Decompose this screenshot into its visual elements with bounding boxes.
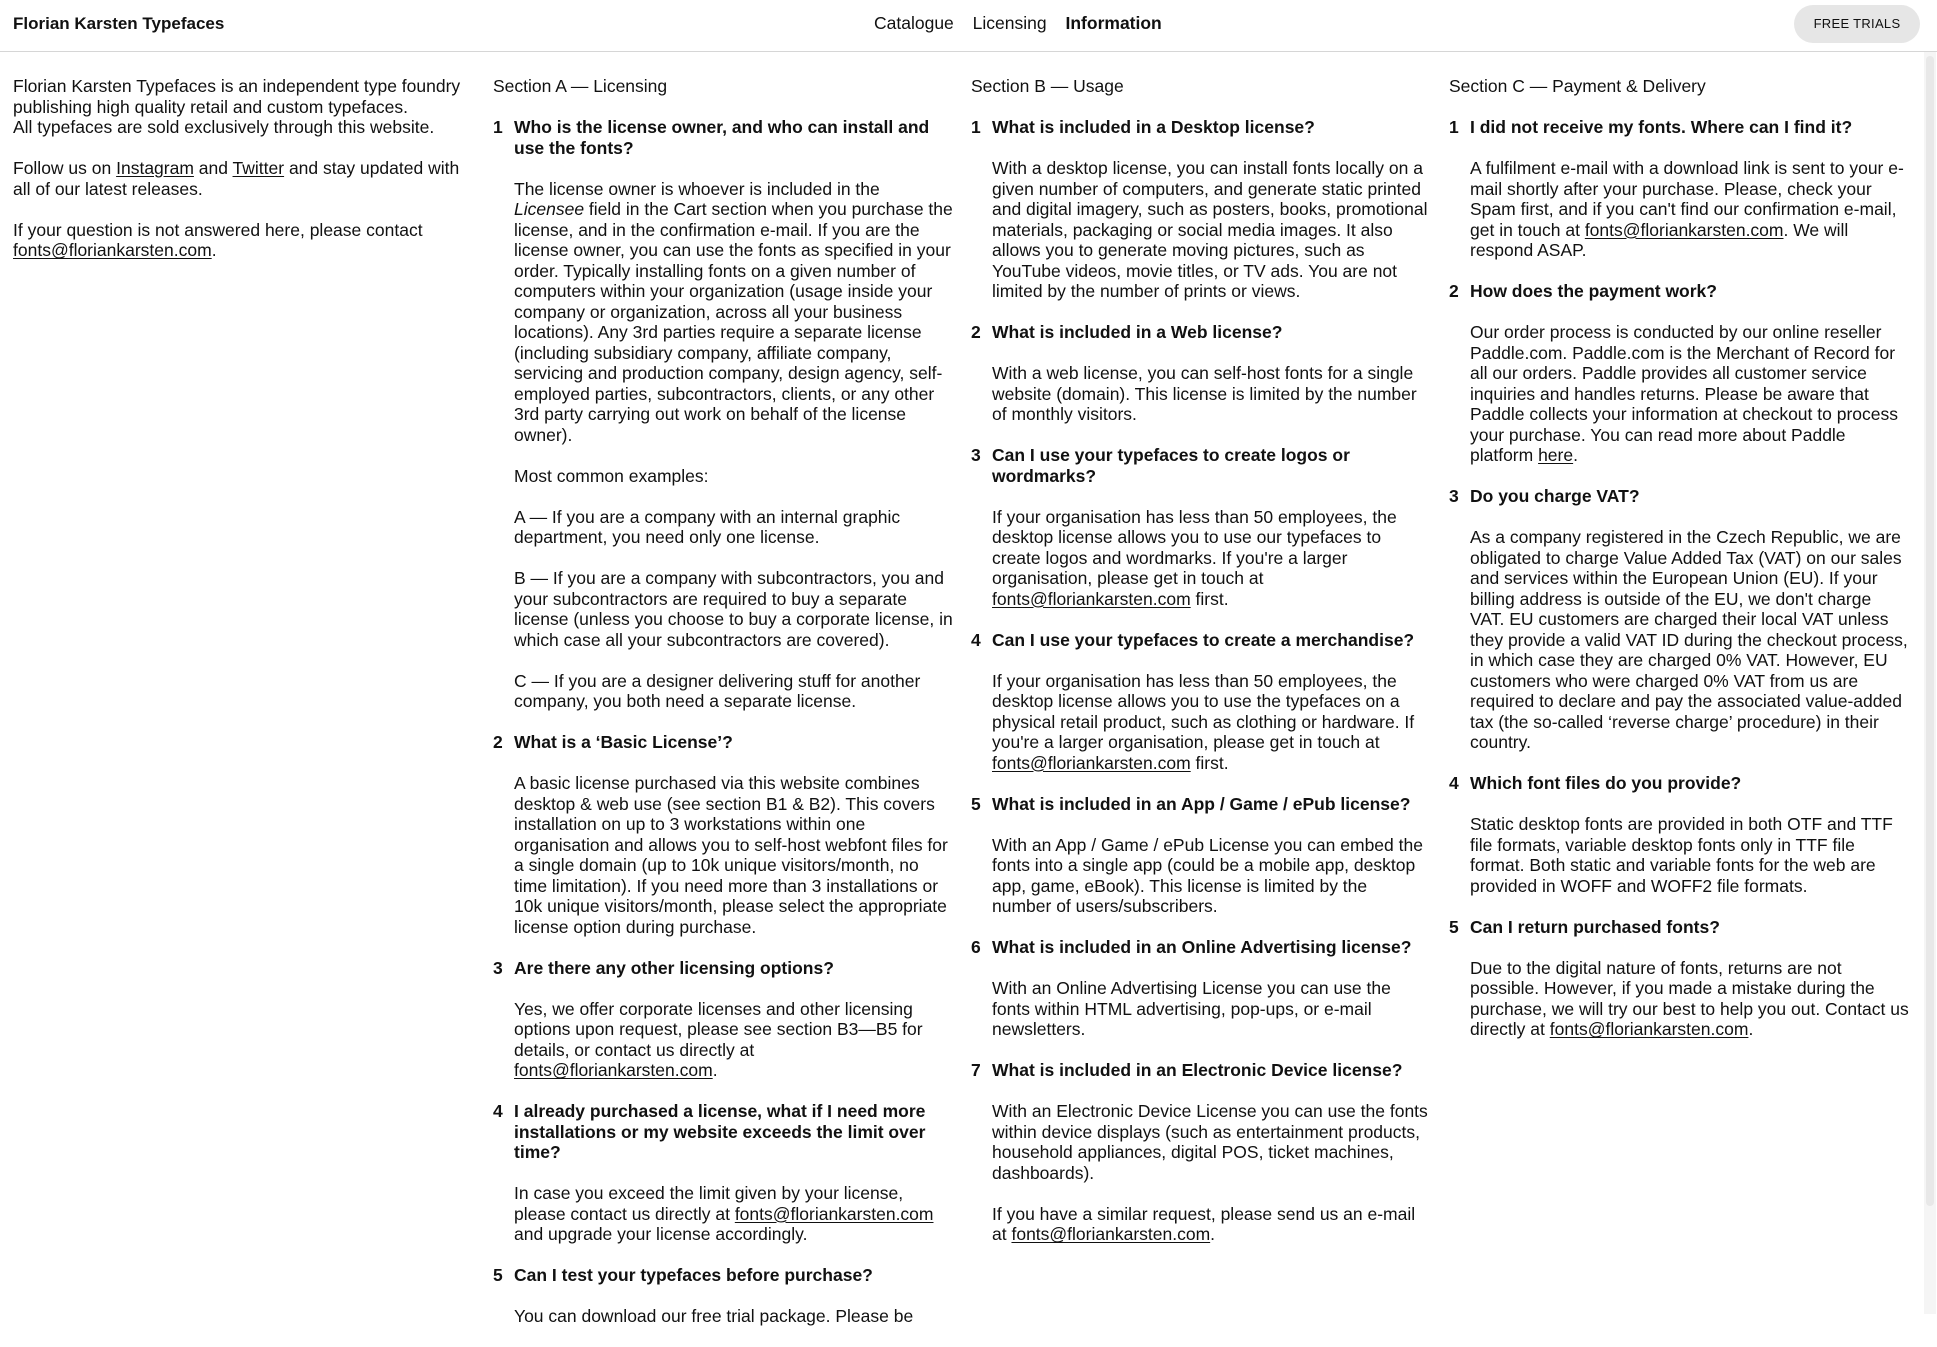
faq-answer-paragraph xyxy=(1470,814,1909,896)
answer-text: . xyxy=(1573,445,1578,465)
faq-question-text: Can I use your typefaces to create logos or wordmarks? xyxy=(992,445,1350,486)
faq-question xyxy=(493,117,953,158)
faq-question xyxy=(1449,917,1909,938)
email-link[interactable]: fonts@floriankarsten.com xyxy=(734,1203,934,1224)
faq-number: 3 xyxy=(1449,486,1459,506)
faq-number: 4 xyxy=(971,629,981,650)
answer-text: Static desktop fonts are provided in both OTF and TTF file formats, variable desktop fonts only in TTF file format. Both static and variable fonts for the web are provided in WOFF and WOFF2 file formats. xyxy=(1470,814,1893,896)
follow-paragraph xyxy=(13,158,468,199)
faq-number: 3 xyxy=(493,957,503,978)
intro-text-exclusive: All typefaces are sold exclusively through this website. xyxy=(13,117,435,137)
faq-answer xyxy=(1470,958,1909,1040)
faq-answer xyxy=(992,1101,1431,1245)
faq-answer-paragraph xyxy=(514,568,953,650)
faq-answer xyxy=(1470,814,1909,896)
faq-question xyxy=(971,445,1431,486)
answer-text: If your organisation has less than 50 employees, the desktop license allows you to use the typefaces on a physical retail product, such as clothing or hardware. If you're a larger organisation, please get in touch at xyxy=(992,670,1415,752)
faq-answer xyxy=(992,671,1431,774)
faq-answer-paragraph xyxy=(514,773,953,937)
email-link[interactable]: fonts@floriankarsten.com xyxy=(1549,1019,1749,1039)
faq-number: 2 xyxy=(493,732,503,752)
answer-text: Yes, we offer corporate licenses and other licensing options upon request, please see section B3—B5 for details, or contact us directly at xyxy=(514,998,923,1060)
follow-text: Follow us on xyxy=(13,158,117,178)
email-link[interactable]: fonts@floriankarsten.com xyxy=(992,588,1191,609)
faq-number: 2 xyxy=(971,322,981,342)
answer-text: If your organisation has less than 50 employees, the desktop license allows you to use our typefaces to create logos and wordmarks. If you're a larger organisation, please get in touch at xyxy=(992,506,1397,588)
email-link[interactable]: fonts@floriankarsten.com xyxy=(1011,1224,1211,1244)
follow-text-end: and stay updated with all of our latest releases. xyxy=(13,158,460,199)
nav-licensing[interactable]: Licensing xyxy=(972,13,1047,33)
free-trials-button[interactable]: FREE TRIALS xyxy=(1794,5,1920,43)
contact-paragraph xyxy=(13,220,468,261)
faq-list xyxy=(1449,117,1909,1040)
faq-answer xyxy=(1470,158,1909,261)
faq-question-text: I did not receive my fonts. Where can I find it? xyxy=(1470,117,1853,137)
answer-text: . xyxy=(1210,1224,1216,1244)
answer-text: With an App / Game / ePub License you can embed the fonts into a single app (could be a mobile app, desktop app, game, eBook). This license is limited by the number of users/subscribers. xyxy=(992,834,1423,916)
faq-question-text: What is included in a Desktop license? xyxy=(992,117,1315,137)
instagram-link[interactable]: Instagram xyxy=(116,158,194,178)
faq-answer xyxy=(992,978,1431,1040)
faq-list xyxy=(971,117,1431,1245)
faq-number: 5 xyxy=(493,1265,503,1285)
faq-answer xyxy=(1470,527,1909,753)
main-nav xyxy=(874,13,1176,34)
faq-answer-paragraph xyxy=(992,363,1431,425)
faq-answer xyxy=(514,179,953,712)
faq-answer xyxy=(514,1306,953,1327)
answer-text: . We will respond ASAP. xyxy=(1470,219,1849,260)
page-scrollbar[interactable] xyxy=(1924,52,1936,1314)
answer-text: C — If you are a designer delivering stuff for another company, you both need a separate license. xyxy=(514,670,921,711)
faq-number: 6 xyxy=(971,937,981,957)
emphasis-text: Licensee xyxy=(514,199,585,219)
faq-question-text: How does the payment work? xyxy=(1470,281,1717,301)
section-title: Section B — Usage xyxy=(971,76,1124,96)
faq-number: 3 xyxy=(971,445,981,465)
answer-text: first. xyxy=(1190,588,1229,609)
contact-text: If your question is not answered here, please contact xyxy=(13,219,423,240)
answer-text: and upgrade your license accordingly. xyxy=(514,1224,808,1244)
answer-text: A fulfilment e-mail with a download link is sent to your e-mail shortly after your purchase. Please, check your Spam first, and if you can't find our confirmation e-mail, get in touch at xyxy=(1470,158,1904,240)
faq-answer-paragraph xyxy=(514,1183,953,1245)
answer-text: You can download our free trial package. Please be xyxy=(514,1306,914,1326)
faq-question-text: What is included in an App / Game / ePub license? xyxy=(992,793,1411,814)
site-header xyxy=(0,0,1937,52)
faq-question-text: Can I test your typefaces before purchase? xyxy=(514,1265,873,1285)
faq-number: 4 xyxy=(493,1101,503,1121)
faq-answer-paragraph xyxy=(992,671,1431,774)
scrollbar-thumb[interactable] xyxy=(1926,56,1934,1206)
section-c-column xyxy=(1449,76,1909,1060)
faq-answer-paragraph xyxy=(992,1101,1431,1183)
faq-question-text: Are there any other licensing options? xyxy=(514,957,834,978)
section-b-column xyxy=(971,76,1431,1265)
section-title: Section C — Payment & Delivery xyxy=(1449,76,1706,96)
faq-question xyxy=(971,794,1431,815)
faq-answer xyxy=(514,773,953,937)
faq-answer-paragraph xyxy=(992,1204,1431,1245)
contact-email-link[interactable]: fonts@floriankarsten.com xyxy=(13,240,212,260)
faq-question-text: Which font files do you provide? xyxy=(1470,773,1742,793)
faq-answer-paragraph xyxy=(514,466,953,487)
faq-answer-paragraph xyxy=(1470,322,1909,466)
answer-text: field in the Cart section when you purchase the license, and in the confirmation e-mail. If you are the license owner, you can use the fonts as specified in your order. Typically installing fonts on a given number of computers within your organization (usage inside your company or organization, across all your business locations). Any 3rd parties require a separate license (including subsidiary company, affiliate company, servicing and production company, design agency, self-employed parties, subcontractors, clients, or any other 3rd party carrying out work on behalf of the license owner). xyxy=(514,199,953,445)
intro-column xyxy=(13,76,468,281)
faq-number: 1 xyxy=(493,117,503,137)
follow-text-and: and xyxy=(193,158,233,178)
answer-text: Our order process is conducted by our online reseller Paddle.com. Paddle.com is the Merchant of Record for all our orders. Paddle provides all customer service inquiries and handles returns. Please be aware that Paddle collects your information at checkout to process your purchase. You can read more about Paddle platform xyxy=(1470,322,1898,465)
faq-question-text: Can I use your typefaces to create a merchandise? xyxy=(992,629,1415,650)
answer-text: With an Electronic Device License you can use the fonts within device displays (such as entertainment products, household appliances, digital POS, ticket machines, dashboards). xyxy=(992,1101,1428,1183)
answer-text: . xyxy=(712,1060,718,1080)
faq-answer xyxy=(992,363,1431,425)
faq-number: 5 xyxy=(1449,916,1459,937)
faq-answer-paragraph xyxy=(514,507,953,548)
answer-text: With an Online Advertising License you can use the fonts within HTML advertising, pop-ups, or e-mail newsletters. xyxy=(992,978,1391,1039)
answer-text: The license owner is whoever is included in the xyxy=(514,178,880,199)
faq-question xyxy=(493,1101,953,1163)
email-link[interactable]: fonts@floriankarsten.com xyxy=(514,1060,713,1080)
answer-text: . xyxy=(1748,1019,1754,1039)
faq-answer-paragraph xyxy=(514,999,953,1081)
email-link[interactable]: fonts@floriankarsten.com xyxy=(1584,219,1784,240)
faq-question xyxy=(971,322,1431,343)
email-link[interactable]: fonts@floriankarsten.com xyxy=(992,752,1191,773)
brand-logo[interactable]: Florian Karsten Typefaces xyxy=(13,14,225,33)
faq-question-text: I already purchased a license, what if I need more installations or my website exceeds the limit over time? xyxy=(514,1101,926,1162)
answer-text: A — If you are a company with an internal graphic department, you need only one license. xyxy=(514,506,901,547)
faq-question xyxy=(1449,117,1909,138)
faq-number: 1 xyxy=(1449,117,1459,137)
answer-text: As a company registered in the Czech Republic, we are obligated to charge Value Added Tax (VAT) on our sales and services within the European Union (EU). If your billing address is outside of the EU, we don't charge VAT. EU customers are charged their local VAT unless they provide a valid VAT ID during the checkout process, in which case they are charged 0% VAT. However, EU customers who were charged 0% VAT from us are required to declare and pay the associated value-added tax (the so-called ‘reverse charge’ procedure) in their country. xyxy=(1470,527,1908,752)
answer-text: Due to the digital nature of fonts, returns are not possible. However, if you made a mistake during the purchase, we will try our best to help you out. Contact us directly at xyxy=(1470,957,1909,1039)
answer-text: With a desktop license, you can install fonts locally on a given number of computers, and generate static printed and digital imagery, such as posters, books, promotional materials, packaging or social media images. It also allows you to generate moving pictures, such as YouTube videos, movie titles, or TV ads. You are not limited by the number of prints or views. xyxy=(992,158,1428,301)
faq-question xyxy=(493,1265,953,1286)
faq-question xyxy=(1449,773,1909,794)
faq-question-text: Can I return purchased fonts? xyxy=(1470,916,1720,937)
faq-answer-paragraph xyxy=(992,978,1431,1040)
faq-answer-paragraph xyxy=(1470,958,1909,1040)
faq-answer-paragraph xyxy=(514,1306,953,1327)
intro-paragraph xyxy=(13,76,468,138)
faq-answer-paragraph xyxy=(514,671,953,712)
faq-question-text: What is a ‘Basic License’? xyxy=(514,732,733,752)
faq-list xyxy=(493,117,953,1327)
answer-text: With a web license, you can self-host fonts for a single website (domain). This license is limited by the number of monthly visitors. xyxy=(992,363,1417,424)
answer-text: A basic license purchased via this website combines desktop & web use (see section B1 & B2). This covers installation on up to 3 workstations within one organisation and allows you to self-host webfont files for a single domain (up to 10k unique visitors/month, no time limitation). If you need more than 3 installations or 10k unique visitors/month, please select the appropriate license option during purchase. xyxy=(514,773,948,937)
faq-answer-paragraph xyxy=(992,158,1431,302)
section-title: Section A — Licensing xyxy=(493,76,668,96)
faq-answer xyxy=(992,835,1431,917)
faq-number: 7 xyxy=(971,1060,981,1080)
faq-question xyxy=(493,732,953,753)
answer-text: first. xyxy=(1190,752,1229,773)
faq-question xyxy=(971,630,1431,651)
answer-text: Most common examples: xyxy=(514,465,709,486)
faq-question-text: What is included in a Web license? xyxy=(992,322,1283,342)
faq-question-text: Who is the license owner, and who can install and use the fonts? xyxy=(514,117,930,158)
faq-question-text: What is included in an Online Advertising license? xyxy=(992,937,1412,957)
faq-question-text: What is included in an Electronic Device license? xyxy=(992,1060,1403,1080)
nav-catalogue[interactable]: Catalogue xyxy=(874,13,954,33)
faq-answer xyxy=(514,999,953,1081)
faq-answer-paragraph xyxy=(514,179,953,446)
faq-answer-paragraph xyxy=(992,835,1431,917)
faq-answer-paragraph xyxy=(1470,158,1909,261)
answer-text: B — If you are a company with subcontractors, you and your subcontractors are required to buy a separate license (unless you choose to buy a corporate license, in which case all your subcontractors are covered). xyxy=(514,568,953,650)
faq-answer xyxy=(514,1183,953,1245)
faq-answer xyxy=(992,158,1431,302)
faq-number: 2 xyxy=(1449,281,1459,301)
nav-information[interactable]: Information xyxy=(1065,13,1162,33)
faq-answer xyxy=(992,507,1431,610)
faq-question xyxy=(1449,281,1909,302)
faq-number: 4 xyxy=(1449,773,1459,793)
answer-text: If you have a similar request, please send us an e-mail at xyxy=(992,1203,1416,1244)
answer-text: In case you exceed the limit given by your license, please contact us directly at xyxy=(514,1183,904,1224)
faq-question xyxy=(971,1060,1431,1081)
faq-answer-paragraph xyxy=(1470,527,1909,753)
faq-question xyxy=(971,937,1431,958)
faq-number: 1 xyxy=(971,117,981,137)
faq-answer-paragraph xyxy=(992,507,1431,610)
text-link[interactable]: here xyxy=(1538,445,1574,465)
contact-text-end: . xyxy=(211,240,217,260)
faq-question-text: Do you charge VAT? xyxy=(1470,486,1640,506)
faq-question xyxy=(1449,486,1909,507)
twitter-link[interactable]: Twitter xyxy=(232,158,285,178)
section-a-column xyxy=(493,76,953,1347)
intro-text: Florian Karsten Typefaces is an independent type foundry publishing high quality retail and custom typefaces. xyxy=(13,76,461,117)
faq-question xyxy=(971,117,1431,138)
faq-number: 5 xyxy=(971,793,981,814)
faq-question xyxy=(493,958,953,979)
faq-answer xyxy=(1470,322,1909,466)
